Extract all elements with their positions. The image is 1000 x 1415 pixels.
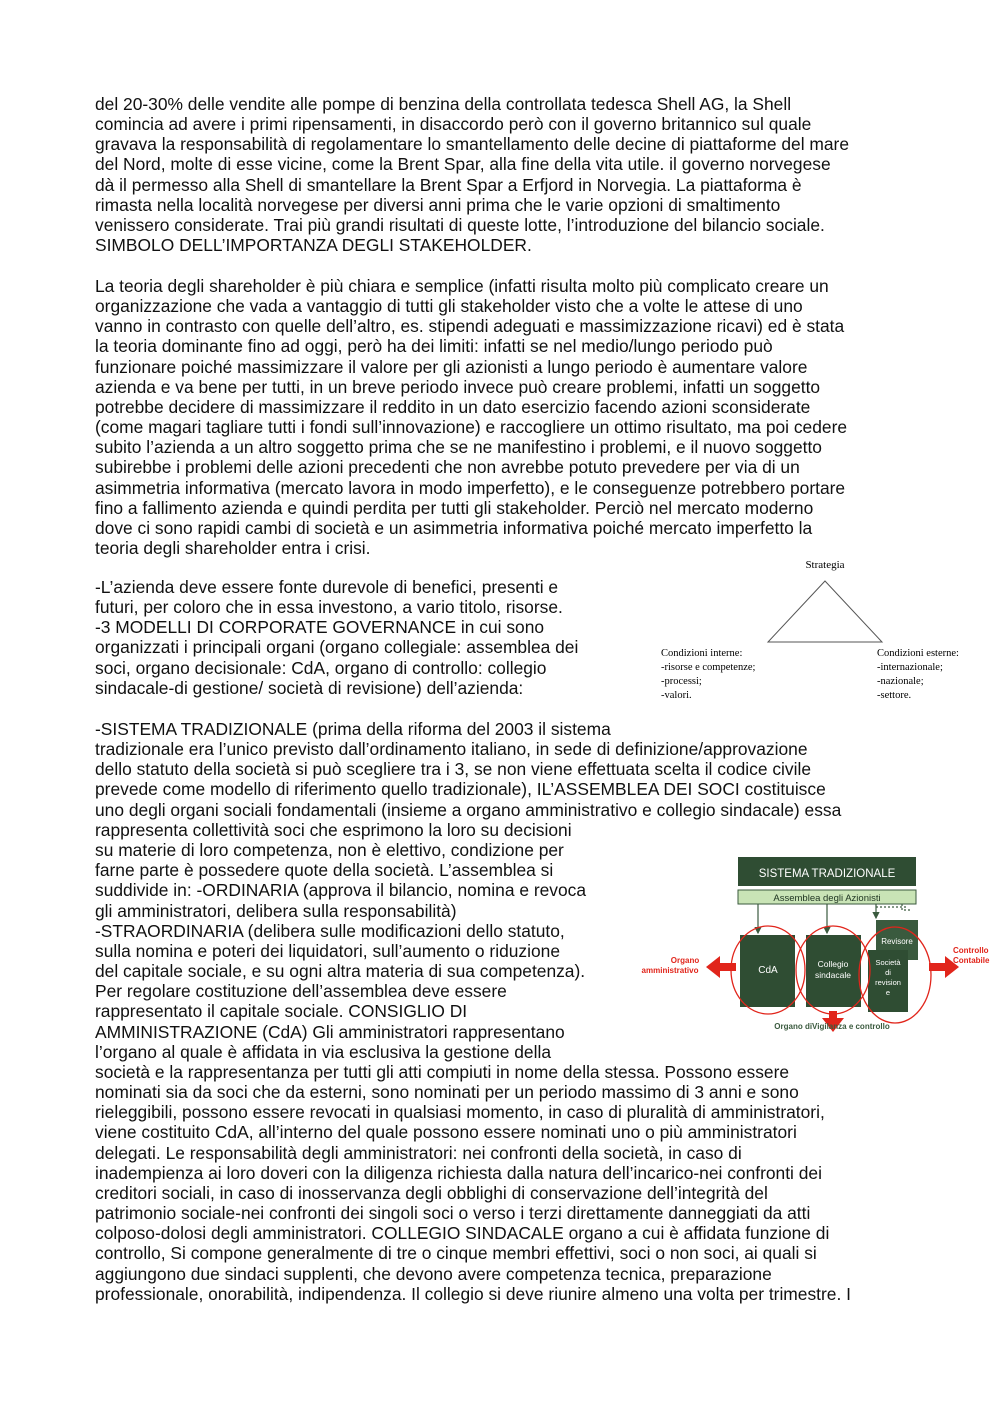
fig2-societa-line: di — [885, 968, 891, 977]
text-line: -STRAORDINARIA (delibera sulle modificazioni dello statuto, — [95, 920, 565, 941]
fig1-right-list — [877, 648, 959, 701]
text-line: patrimonio sociale-nei confronti dei singoli soci o verso i terzi direttamente danneggiati da atti — [95, 1203, 811, 1224]
triangle-shape — [768, 581, 882, 642]
text-line: sulla nomina e poteri dei liquidatori, sull’aumento o riduzione — [95, 940, 560, 961]
text-line: del Nord, molte di esse vicine, come la Brent Spar, alla fine della vita utile. il governo norvegese — [95, 154, 831, 175]
paragraph-amministratori — [95, 1062, 910, 1304]
text-line: rappresenta collettività soci che esprimono la loro su decisioni — [95, 820, 572, 840]
text-line: tradizionale era l’unico previsto dall’ordinamento italiano, in sede di definizione/approvazione — [95, 739, 808, 760]
text-line: delegati. Le responsabilità degli amministratori: nei confronti della società, in caso di — [95, 1142, 742, 1163]
text-line: del capitale sociale, e su ogni altra materia di sua competenza). — [95, 961, 586, 982]
text-line: uno degli organi sociali fondamentali (insieme a organo amministrativo e collegio sindacale) essa — [95, 799, 842, 820]
text-line: (come magari tagliare tutti i fondi sull’innovazione) e raccogliere un ottimo risultato, ma poi cedere — [95, 417, 848, 438]
fig2-bottom-label: Organo diVigilanza e controllo — [774, 1022, 890, 1031]
text-line: sindacale-di gestione/ società di revisione) dell’azienda: — [95, 677, 524, 698]
fig1-right-line: -internazionale; — [877, 662, 943, 673]
fig1-right-line: -settore. — [877, 690, 912, 701]
text-line: rieleggibili, possono essere revocati in qualsiasi momento, in caso di pluralità di amministratori, — [95, 1102, 825, 1123]
text-line: del 20-30% delle vendite alle pompe di benzina della controllata tedesca Shell AG, la Shell — [95, 94, 792, 114]
fig1-left-line: -processi; — [661, 676, 702, 687]
text-line: prevede come modello di riferimento quello tradizionale), IL’ASSEMBLEA DEI SOCI costituisce — [95, 779, 826, 800]
fig2-assembly: Assemblea degli Azionisti — [773, 893, 881, 904]
fig2-societa-line: revision — [875, 978, 901, 987]
fig2-societa-line: Società — [875, 958, 901, 967]
strategy-triangle-figure — [655, 555, 985, 705]
text-line: l’organo al quale è affidata in via esclusiva la gestione della — [95, 1041, 552, 1062]
fig2-revisore-label: Revisore — [881, 937, 913, 946]
text-line: subito l’azienda a un altro soggetto prima che se ne manifestino i problemi, e il nuovo soggetto — [95, 437, 822, 458]
text-line: venissero considerate. Trai più grandi risultati di queste lotte, l’introduzione del bilancio sociale. — [95, 214, 825, 235]
text-line: -SISTEMA TRADIZIONALE (prima della riforma del 2003 il sistema — [95, 719, 611, 739]
fig1-left-line: -valori. — [661, 690, 692, 701]
text-line: comincia ad avere i primi ripensamenti, in disaccordo però con il governo britannico sul quale — [95, 114, 812, 135]
text-line: soci, organo decisionale: CdA, organo di controllo: collegio — [95, 657, 547, 678]
text-line: subirebbe i problemi delle azioni precedenti che non avrebbe potuto prevedere per via di un — [95, 457, 800, 478]
text-line: potrebbe decidere di massimizzare il reddito in un dato esercizio facendo azioni sconsiderate — [95, 396, 811, 417]
fig1-right-line: -nazionale; — [877, 676, 924, 687]
fig2-collegio-line: Collegio — [817, 959, 849, 969]
text-line: inadempienza ai loro doveri con la diligenza richiesta dalla natura dell’incarico-nei confronti dei — [95, 1162, 822, 1183]
text-line: Per regolare costituzione dell’assemblea deve essere — [95, 981, 507, 1002]
text-line: dove ci sono rapidi cambi di società e un asimmetria informativa poiché mercato imperfetto la — [95, 517, 813, 538]
text-line: gravava la responsabilità di regolamentare lo smantellamento delle decine di piattaforme del mare — [95, 134, 850, 155]
paragraph-sistema-tradizionale — [95, 719, 910, 820]
fig1-left-line: Condizioni interne: — [661, 648, 743, 659]
text-line: creditori sociali, in caso di inosservanza degli obblighi di conservazione dell’integrità del — [95, 1182, 768, 1203]
text-line: la teoria dominante fino ad oggi, però ha dei limiti: infatti se nel medio/lungo periodo può — [95, 336, 773, 357]
text-line: dà il permesso alla Shell di smantellare la Brent Spar a Erfjord in Norvegia. La piattaforma è — [95, 174, 802, 195]
fig2-right-label-line: Contabile — [953, 956, 990, 965]
text-line: fino a fallimento azienda e quindi perdita per tutti gli stakeholder. Perciò nel mercato moderno — [95, 497, 814, 518]
text-line: organizzazione che vada a vantaggio di tutti gli stakeholder visto che a volte le attese di uno — [95, 296, 803, 317]
paragraph-assemblea — [95, 820, 655, 1062]
text-line: organizzati i principali organi (organo collegiale: assemblea dei — [95, 637, 579, 658]
text-line: società e la rappresentanza per tutti gli atti compiuti in nome della stessa. Possono essere — [95, 1062, 790, 1082]
paragraph-corporate-governance — [95, 577, 655, 698]
text-line: professionale, onorabilità, indipendenza. Il collegio si deve riunire almeno una volta per trimestre. I — [95, 1283, 851, 1304]
text-line: nominati sia da soci che da esterni, sono nominati per un periodo massimo di 3 anni e sono — [95, 1082, 799, 1103]
fig2-left-label-line: Organo — [670, 956, 700, 965]
text-line: azienda e va bene per tutti, in un breve periodo invece può creare problemi, infatti un soggetto — [95, 376, 821, 397]
fig2-title: SISTEMA TRADIZIONALE — [758, 868, 896, 880]
fig1-top-label: Strategia — [805, 559, 845, 571]
text-line: -3 MODELLI DI CORPORATE GOVERNANCE in cui sono — [95, 617, 545, 638]
text-line: farne parte è possedere quote della società. L’assemblea si — [95, 860, 554, 881]
paragraph-shareholder-theory — [95, 276, 910, 558]
text-line: vanno in contrasto con quelle dell’altro, es. stipendi adeguati e massimizzazione ricavi) ed è stata — [95, 316, 845, 337]
fig1-left-line: -risorse e competenze; — [661, 662, 756, 673]
fig2-cda-label: CdA — [758, 965, 778, 976]
fig2-right-label-line: Controllo — [953, 946, 989, 955]
text-line: suddivide in: -ORDINARIA (approva il bilancio, nomina e revoca — [95, 880, 587, 901]
text-line: rappresentato il capitale sociale. CONSIGLIO DI — [95, 1001, 468, 1022]
text-line: dello statuto della società si può scegliere tra i 3, se non viene effettuata scelta il codice civile — [95, 759, 812, 780]
text-line: aggiungono due sindaci supplenti, che devono avere competenza tecnica, preparazione — [95, 1263, 772, 1284]
fig1-left-list — [661, 648, 756, 701]
text-line: AMMINISTRAZIONE (CdA) Gli amministratori rappresentano — [95, 1021, 565, 1042]
text-line: gli amministratori, delibera sulla responsabilità) — [95, 900, 457, 921]
text-line: funzionare poiché massimizzare il valore per gli azionisti a lungo periodo è aumentare valore — [95, 356, 808, 377]
fig1-right-line: Condizioni esterne: — [877, 648, 959, 659]
fig2-left-label-line: amministrativo — [641, 966, 699, 975]
text-line: futuri, per coloro che in essa investono, a vario titolo, risorse. — [95, 597, 563, 618]
text-line: -L’azienda deve essere fonte durevole di benefici, presenti e — [95, 577, 559, 597]
paragraph-shell — [95, 94, 910, 255]
text-line: viene costituito CdA, all’interno del quale possono essere nominati uno o più amministratori — [95, 1122, 797, 1143]
text-line: colposo-dolosi degli amministratori. COLLEGIO SINDACALE organo a cui è affidata funzione di — [95, 1223, 830, 1244]
text-line: controllo, Si compone generalmente di tre o cinque membri effettivi, soci o non soci, ai quali si — [95, 1243, 817, 1264]
fig2-collegio-line: sindacale — [815, 970, 851, 980]
text-line: rimasta nella località norvegese per diversi anni prima che le varie opzioni di smaltimento — [95, 194, 781, 215]
sistema-tradizionale-figure — [640, 855, 995, 1035]
text-line: La teoria degli shareholder è più chiara e semplice (infatti risulta molto più complicato creare un — [95, 276, 829, 296]
text-line: asimmetria informativa (mercato lavora in modo imperfetto), e le conseguenze potrebbero portare — [95, 477, 846, 498]
text-line: su materie di loro competenza, non è elettivo, condizione per — [95, 840, 564, 861]
fig2-societa-line: e — [885, 988, 891, 997]
text-line: teoria degli shareholder entra i crisi. — [95, 538, 371, 559]
text-line: SIMBOLO DELL’IMPORTANZA DEGLI STAKEHOLDER. — [95, 235, 532, 256]
